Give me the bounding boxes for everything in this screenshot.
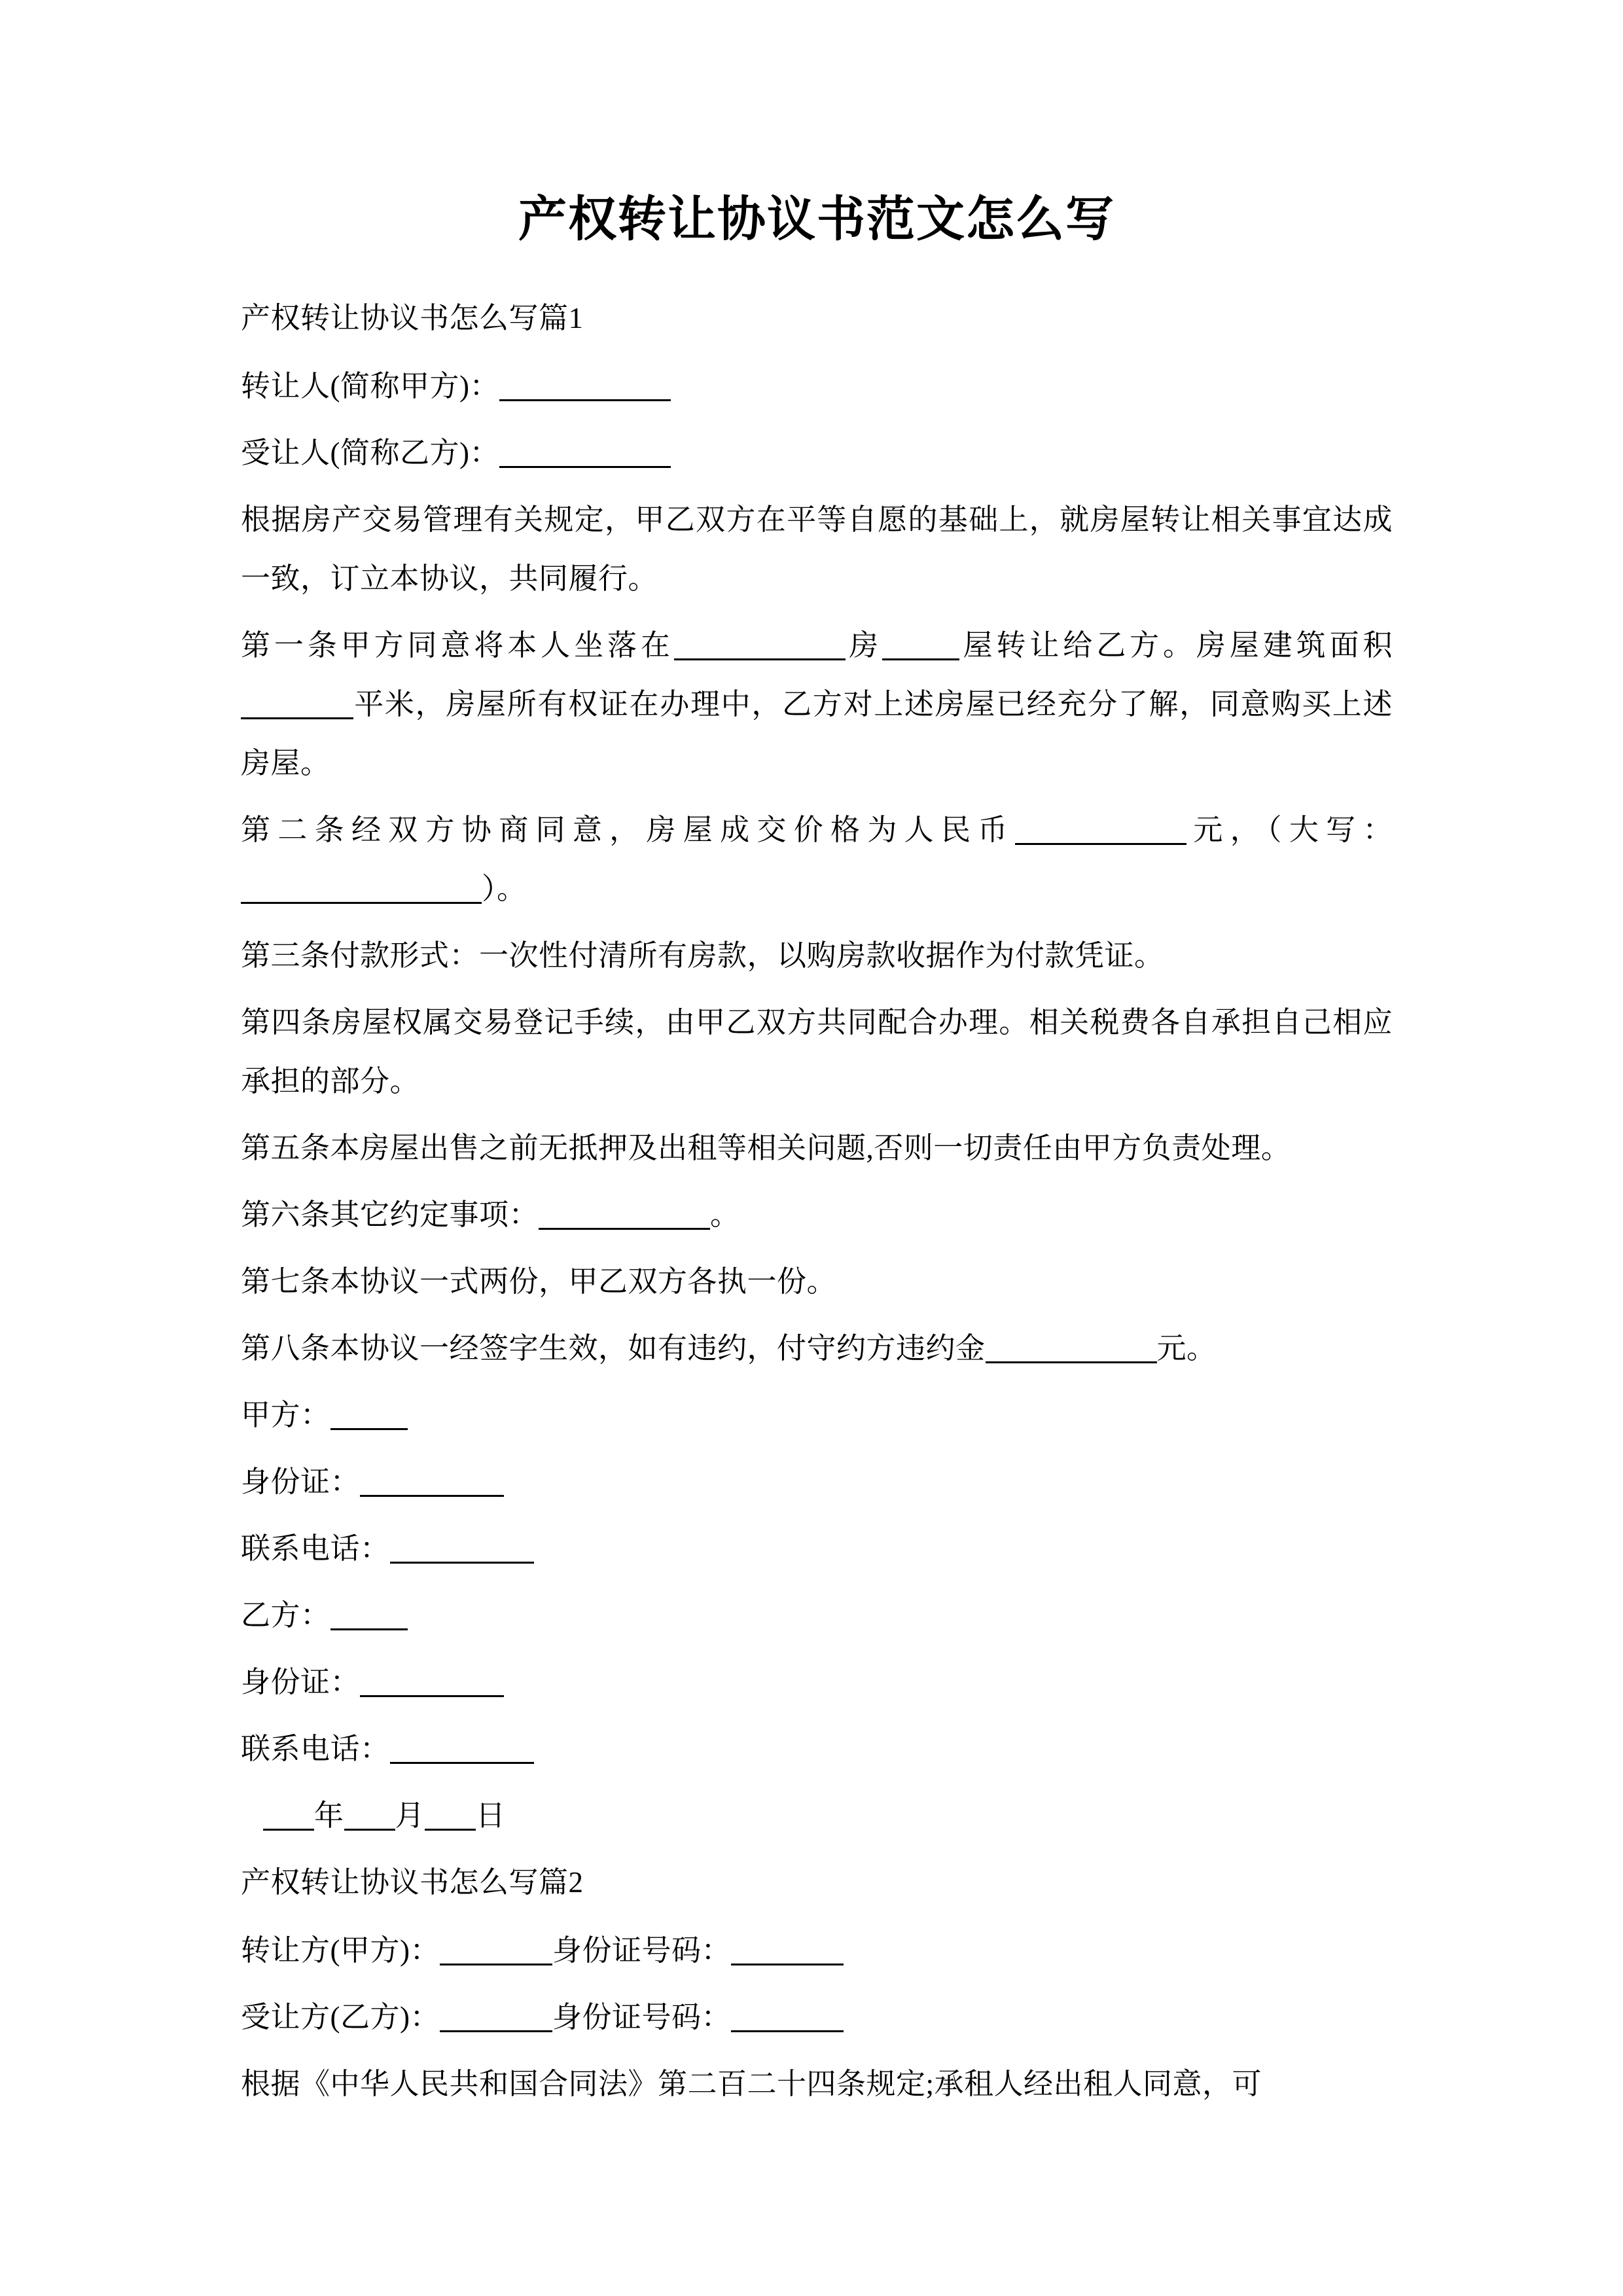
article-2-price-words-blank	[241, 881, 482, 904]
transferor-party-a-label: 转让人(简称甲方)：	[241, 369, 499, 403]
signature-date-line	[241, 1786, 1393, 1853]
article-6-other-terms-blank	[539, 1207, 710, 1230]
party-a-phone-blank	[390, 1541, 534, 1564]
article-6-text-a: 第六条其它约定事项：	[241, 1198, 539, 1231]
transferee-party-b-blank	[499, 445, 671, 468]
transferee-side-b-id-label: 身份证号码：	[552, 2000, 731, 2034]
section-2-heading: 产权转让协议书怎么写篇2	[241, 1865, 584, 1899]
article-5-paragraph: 第五条本房屋出售之前无抵押及出租等相关问题,否则一切责任由甲方负责处理。	[241, 1131, 1291, 1164]
document-content	[241, 190, 1393, 2121]
party-b-id-label: 身份证：	[241, 1665, 361, 1698]
article-2-text-c: ）。	[482, 872, 527, 905]
article-1-text-a: 第一条甲方同意将本人坐落在	[241, 628, 674, 662]
party-a-id-blank	[360, 1474, 504, 1497]
party-b-blank	[330, 1607, 408, 1630]
section-2-law-paragraph: 根据《中华人民共和国合同法》第二百二十四条规定;承租人经出租人同意，可	[241, 2067, 1262, 2100]
party-b-id-blank	[360, 1674, 504, 1697]
transferor-side-a-line	[241, 1921, 1393, 1988]
article-2-text-a: 第二条经双方协商同意，房屋成交价格为人民币	[241, 813, 1015, 846]
transferor-side-a-label: 转让方(甲方)：	[241, 1933, 440, 1967]
article-1-location-blank	[674, 637, 846, 660]
party-b-label: 乙方：	[241, 1598, 330, 1632]
date-day-blank	[425, 1808, 476, 1831]
transferor-party-a-line	[241, 357, 1393, 423]
party-a-blank	[330, 1407, 408, 1430]
date-month-label: 月	[395, 1799, 425, 1832]
transferee-side-b-blank	[440, 2009, 552, 2032]
transferor-party-a-blank	[499, 378, 671, 401]
page-title: 产权转让协议书范文怎么写	[518, 193, 1115, 247]
article-3-paragraph: 第三条付款形式：一次性付清所有房款，以购房款收据作为付款凭证。	[241, 939, 1164, 972]
article-1-text-c: 屋转让给乙方。房屋建筑面积	[959, 628, 1393, 662]
party-a-phone-label: 联系电话：	[241, 1532, 390, 1565]
transferor-side-a-id-label: 身份证号码：	[552, 1933, 731, 1967]
article-8-penalty-blank	[986, 1340, 1157, 1363]
article-7-paragraph: 第七条本协议一式两份，甲乙双方各执一份。	[241, 1265, 837, 1298]
date-year-label: 年	[314, 1799, 344, 1832]
signature-party-a-phone-line	[241, 1519, 1393, 1586]
date-year-blank	[263, 1808, 314, 1831]
article-8-text-b: 元。	[1156, 1331, 1217, 1365]
transferor-side-a-id-blank	[731, 1943, 844, 1965]
party-b-phone-blank	[390, 1741, 534, 1764]
preamble-paragraph: 根据房产交易管理有关规定，甲乙双方在平等自愿的基础上，就房屋转让相关事宜达成一致，订立本协议，共同履行。	[241, 503, 1393, 595]
transferee-side-b-label: 受让方(乙方)：	[241, 2000, 440, 2034]
article-1-paragraph	[241, 616, 1393, 800]
article-1-text-b: 房	[845, 628, 883, 662]
party-a-id-label: 身份证：	[241, 1465, 361, 1498]
transferee-side-b-line	[241, 1988, 1393, 2054]
article-2-text-b: 元，（大写：	[1186, 813, 1393, 846]
signature-party-a-id-line	[241, 1452, 1393, 1519]
article-2-paragraph	[241, 800, 1393, 926]
article-8-paragraph	[241, 1319, 1393, 1386]
article-8-text-a: 第八条本协议一经签字生效，如有违约，付守约方违约金	[241, 1331, 986, 1365]
signature-party-b-phone-line	[241, 1719, 1393, 1786]
party-a-label: 甲方：	[241, 1398, 330, 1431]
transferee-party-b-label: 受让人(简称乙方)：	[241, 436, 499, 469]
party-b-phone-label: 联系电话：	[241, 1732, 390, 1765]
signature-party-a-line	[241, 1386, 1393, 1452]
article-2-price-blank	[1015, 822, 1186, 845]
transferee-party-b-line	[241, 423, 1393, 490]
signature-party-b-line	[241, 1586, 1393, 1653]
section-1-heading: 产权转让协议书怎么写篇1	[241, 301, 584, 334]
article-6-paragraph	[241, 1185, 1393, 1252]
date-month-blank	[344, 1808, 395, 1831]
date-day-label: 日	[476, 1799, 506, 1832]
article-1-area-blank	[241, 696, 353, 719]
article-6-text-b: 。	[710, 1198, 740, 1231]
transferor-side-a-blank	[440, 1943, 552, 1965]
transferee-side-b-id-blank	[731, 2009, 844, 2032]
article-1-text-d: 平米，房屋所有权证在办理中，乙方对上述房屋已经充分了解，同意购买上述房屋。	[241, 687, 1393, 780]
signature-party-b-id-line	[241, 1653, 1393, 1719]
article-4-paragraph: 第四条房屋权属交易登记手续，由甲乙双方共同配合办理。相关税费各自承担自己相应承担的部分。	[241, 1005, 1393, 1098]
article-1-house-blank	[882, 637, 959, 660]
